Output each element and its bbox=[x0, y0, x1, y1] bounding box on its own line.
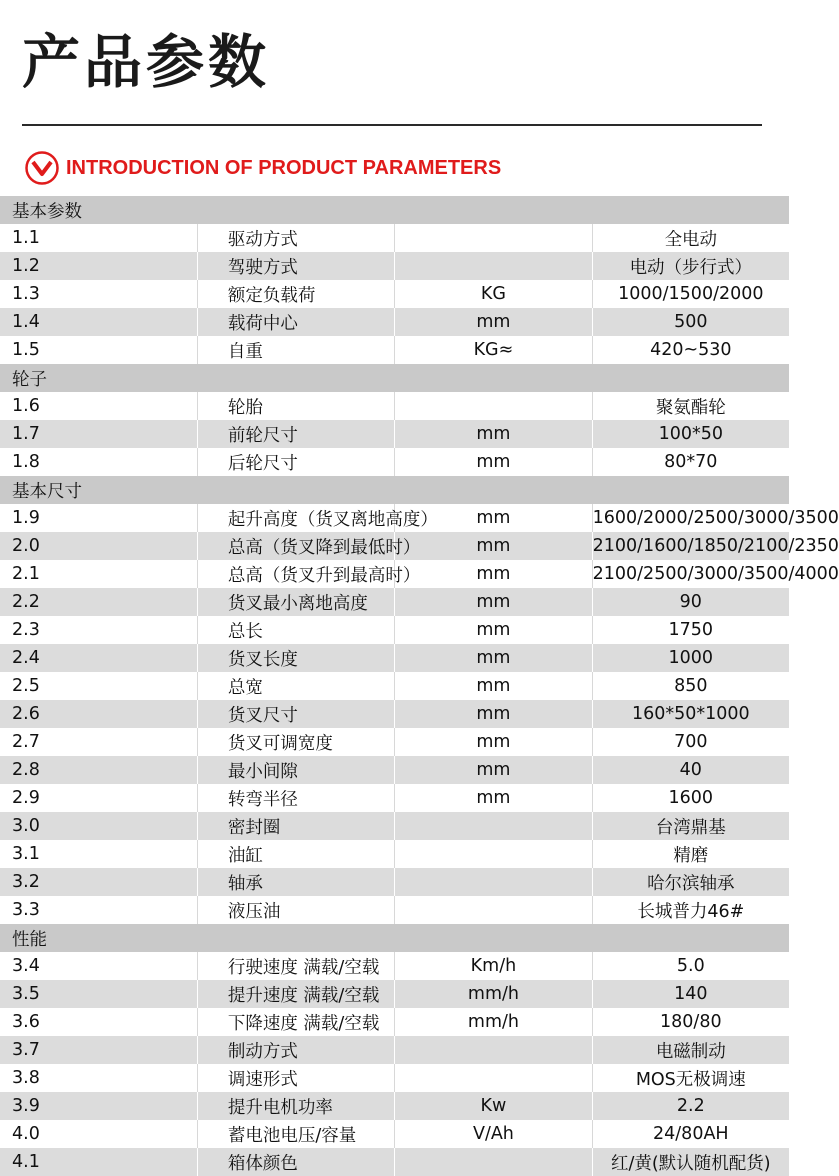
row-number: 2.4 bbox=[0, 644, 197, 672]
param-unit bbox=[395, 812, 592, 840]
table-row bbox=[0, 280, 790, 308]
param-unit: mm bbox=[395, 448, 592, 476]
param-value: 全电动 bbox=[592, 224, 789, 252]
param-unit bbox=[395, 392, 592, 420]
table-row bbox=[0, 504, 790, 532]
table-row bbox=[0, 728, 790, 756]
param-unit: Km/h bbox=[395, 952, 592, 980]
param-name: 行驶速度 满载/空载 bbox=[197, 952, 394, 980]
param-value: 40 bbox=[592, 756, 789, 784]
param-unit: mm bbox=[395, 728, 592, 756]
param-value: 2.2 bbox=[592, 1092, 789, 1120]
table-row bbox=[0, 336, 790, 364]
row-number: 3.4 bbox=[0, 952, 197, 980]
table-row bbox=[0, 1148, 790, 1176]
param-name: 驱动方式 bbox=[197, 224, 394, 252]
param-value: 精磨 bbox=[592, 840, 789, 868]
param-unit: mm bbox=[395, 560, 592, 588]
param-name: 载荷中心 bbox=[197, 308, 394, 336]
param-value: 140 bbox=[592, 980, 789, 1008]
param-unit: mm/h bbox=[395, 1008, 592, 1036]
param-value: 90 bbox=[592, 588, 789, 616]
param-unit: mm bbox=[395, 784, 592, 812]
param-name: 调速形式 bbox=[197, 1064, 394, 1092]
row-number: 3.1 bbox=[0, 840, 197, 868]
table-row bbox=[0, 980, 790, 1008]
table-row bbox=[0, 700, 790, 728]
section-label: 轮子 bbox=[0, 364, 790, 392]
row-number: 1.1 bbox=[0, 224, 197, 252]
table-row bbox=[0, 644, 790, 672]
param-name: 前轮尺寸 bbox=[197, 420, 394, 448]
param-value: 电动（步行式） bbox=[592, 252, 789, 280]
param-name: 轮胎 bbox=[197, 392, 394, 420]
row-number: 3.0 bbox=[0, 812, 197, 840]
param-value: 500 bbox=[592, 308, 789, 336]
param-name: 自重 bbox=[197, 336, 394, 364]
table-row bbox=[0, 1120, 790, 1148]
param-name: 后轮尺寸 bbox=[197, 448, 394, 476]
param-name: 驾驶方式 bbox=[197, 252, 394, 280]
section-header-row bbox=[0, 364, 790, 392]
param-unit: mm bbox=[395, 756, 592, 784]
param-name: 总宽 bbox=[197, 672, 394, 700]
table-row bbox=[0, 420, 790, 448]
row-number: 2.5 bbox=[0, 672, 197, 700]
param-name: 货叉最小离地高度 bbox=[197, 588, 394, 616]
param-value: 1000 bbox=[592, 644, 789, 672]
param-value: 700 bbox=[592, 728, 789, 756]
param-name: 制动方式 bbox=[197, 1036, 394, 1064]
param-name: 货叉尺寸 bbox=[197, 700, 394, 728]
param-name: 转弯半径 bbox=[197, 784, 394, 812]
table-row bbox=[0, 812, 790, 840]
param-value: 台湾鼎基 bbox=[592, 812, 789, 840]
param-name: 最小间隙 bbox=[197, 756, 394, 784]
param-value: 80*70 bbox=[592, 448, 789, 476]
param-name: 额定负载荷 bbox=[197, 280, 394, 308]
param-value: 5.0 bbox=[592, 952, 789, 980]
param-unit: mm/h bbox=[395, 980, 592, 1008]
table-row bbox=[0, 448, 790, 476]
param-unit: V/Ah bbox=[395, 1120, 592, 1148]
param-name: 液压油 bbox=[197, 896, 394, 924]
param-name: 轴承 bbox=[197, 868, 394, 896]
row-number: 1.3 bbox=[0, 280, 197, 308]
param-value: 长城普力46# bbox=[592, 896, 789, 924]
param-unit: mm bbox=[395, 644, 592, 672]
row-number: 1.2 bbox=[0, 252, 197, 280]
table-row bbox=[0, 224, 790, 252]
row-number: 3.3 bbox=[0, 896, 197, 924]
row-number: 4.0 bbox=[0, 1120, 197, 1148]
page-title: 产品参数 bbox=[22, 28, 271, 96]
table-row bbox=[0, 952, 790, 980]
param-unit bbox=[395, 224, 592, 252]
table-row bbox=[0, 784, 790, 812]
row-number: 2.0 bbox=[0, 532, 197, 560]
param-name: 蓄电池电压/容量 bbox=[197, 1120, 394, 1148]
table-row bbox=[0, 1008, 790, 1036]
param-unit: KG≈ bbox=[395, 336, 592, 364]
table-row bbox=[0, 868, 790, 896]
row-number: 2.8 bbox=[0, 756, 197, 784]
param-name: 油缸 bbox=[197, 840, 394, 868]
param-name: 货叉长度 bbox=[197, 644, 394, 672]
subtitle: INTRODUCTION OF PRODUCT PARAMETERS bbox=[66, 156, 502, 179]
param-name: 箱体颜色 bbox=[197, 1148, 394, 1176]
table-row bbox=[0, 308, 790, 336]
param-unit bbox=[395, 868, 592, 896]
param-value: 1600 bbox=[592, 784, 789, 812]
title-divider bbox=[22, 124, 762, 126]
param-unit bbox=[395, 896, 592, 924]
table-row bbox=[0, 840, 790, 868]
param-value: 420~530 bbox=[592, 336, 789, 364]
row-number: 1.8 bbox=[0, 448, 197, 476]
table-row bbox=[0, 560, 790, 588]
param-name: 起升高度（货叉离地高度） bbox=[197, 504, 394, 532]
param-value: 1000/1500/2000 bbox=[592, 280, 789, 308]
param-name: 提升速度 满载/空载 bbox=[197, 980, 394, 1008]
section-label: 基本尺寸 bbox=[0, 476, 790, 504]
param-unit: mm bbox=[395, 588, 592, 616]
param-unit: mm bbox=[395, 308, 592, 336]
table-row bbox=[0, 252, 790, 280]
row-number: 2.2 bbox=[0, 588, 197, 616]
row-number: 3.8 bbox=[0, 1064, 197, 1092]
row-number: 2.9 bbox=[0, 784, 197, 812]
param-unit: mm bbox=[395, 420, 592, 448]
row-number: 4.1 bbox=[0, 1148, 197, 1176]
chevron-down-circle-icon bbox=[24, 150, 60, 186]
table-row bbox=[0, 616, 790, 644]
param-value: 180/80 bbox=[592, 1008, 789, 1036]
row-number: 2.3 bbox=[0, 616, 197, 644]
table-row bbox=[0, 532, 790, 560]
section-label: 性能 bbox=[0, 924, 790, 952]
param-name: 总长 bbox=[197, 616, 394, 644]
row-number: 3.7 bbox=[0, 1036, 197, 1064]
row-number: 1.4 bbox=[0, 308, 197, 336]
param-value: 160*50*1000 bbox=[592, 700, 789, 728]
row-number: 1.7 bbox=[0, 420, 197, 448]
param-value: 850 bbox=[592, 672, 789, 700]
param-unit: mm bbox=[395, 532, 592, 560]
param-value: MOS无极调速 bbox=[592, 1064, 789, 1092]
param-unit: Kw bbox=[395, 1092, 592, 1120]
param-unit bbox=[395, 252, 592, 280]
param-value: 100*50 bbox=[592, 420, 789, 448]
table-row bbox=[0, 1064, 790, 1092]
param-value: 聚氨酯轮 bbox=[592, 392, 789, 420]
param-name: 货叉可调宽度 bbox=[197, 728, 394, 756]
row-number: 3.5 bbox=[0, 980, 197, 1008]
section-header-row bbox=[0, 196, 790, 224]
table-row bbox=[0, 896, 790, 924]
param-name: 总高（货叉升到最高时） bbox=[197, 560, 394, 588]
param-value: 2100/2500/3000/3500/4000 bbox=[592, 560, 789, 588]
param-unit bbox=[395, 1064, 592, 1092]
section-header-row bbox=[0, 476, 790, 504]
param-name: 密封圈 bbox=[197, 812, 394, 840]
table-row bbox=[0, 1036, 790, 1064]
param-unit bbox=[395, 1148, 592, 1176]
row-number: 1.5 bbox=[0, 336, 197, 364]
section-label: 基本参数 bbox=[0, 196, 790, 224]
param-value: 24/80AH bbox=[592, 1120, 789, 1148]
param-unit: mm bbox=[395, 700, 592, 728]
param-unit: KG bbox=[395, 280, 592, 308]
row-number: 3.9 bbox=[0, 1092, 197, 1120]
row-number: 1.6 bbox=[0, 392, 197, 420]
param-value: 哈尔滨轴承 bbox=[592, 868, 789, 896]
param-name: 下降速度 满载/空载 bbox=[197, 1008, 394, 1036]
param-unit: mm bbox=[395, 672, 592, 700]
row-number: 1.9 bbox=[0, 504, 197, 532]
section-header-row bbox=[0, 924, 790, 952]
row-number: 2.6 bbox=[0, 700, 197, 728]
param-value: 电磁制动 bbox=[592, 1036, 789, 1064]
param-unit bbox=[395, 1036, 592, 1064]
spec-table bbox=[0, 196, 839, 1176]
param-name: 提升电机功率 bbox=[197, 1092, 394, 1120]
row-number: 2.7 bbox=[0, 728, 197, 756]
param-value: 2100/1600/1850/2100/2350 bbox=[592, 532, 789, 560]
subtitle-row bbox=[24, 148, 501, 188]
table-row bbox=[0, 1092, 790, 1120]
param-value: 1600/2000/2500/3000/3500 bbox=[592, 504, 789, 532]
table-row bbox=[0, 756, 790, 784]
table-row bbox=[0, 672, 790, 700]
table-row bbox=[0, 588, 790, 616]
row-number: 2.1 bbox=[0, 560, 197, 588]
row-number: 3.2 bbox=[0, 868, 197, 896]
param-unit: mm bbox=[395, 616, 592, 644]
param-name: 总高（货叉降到最低时） bbox=[197, 532, 394, 560]
param-value: 1750 bbox=[592, 616, 789, 644]
row-number: 3.6 bbox=[0, 1008, 197, 1036]
param-unit bbox=[395, 840, 592, 868]
table-row bbox=[0, 392, 790, 420]
param-unit: mm bbox=[395, 504, 592, 532]
param-value: 红/黄(默认随机配货) bbox=[592, 1148, 789, 1176]
